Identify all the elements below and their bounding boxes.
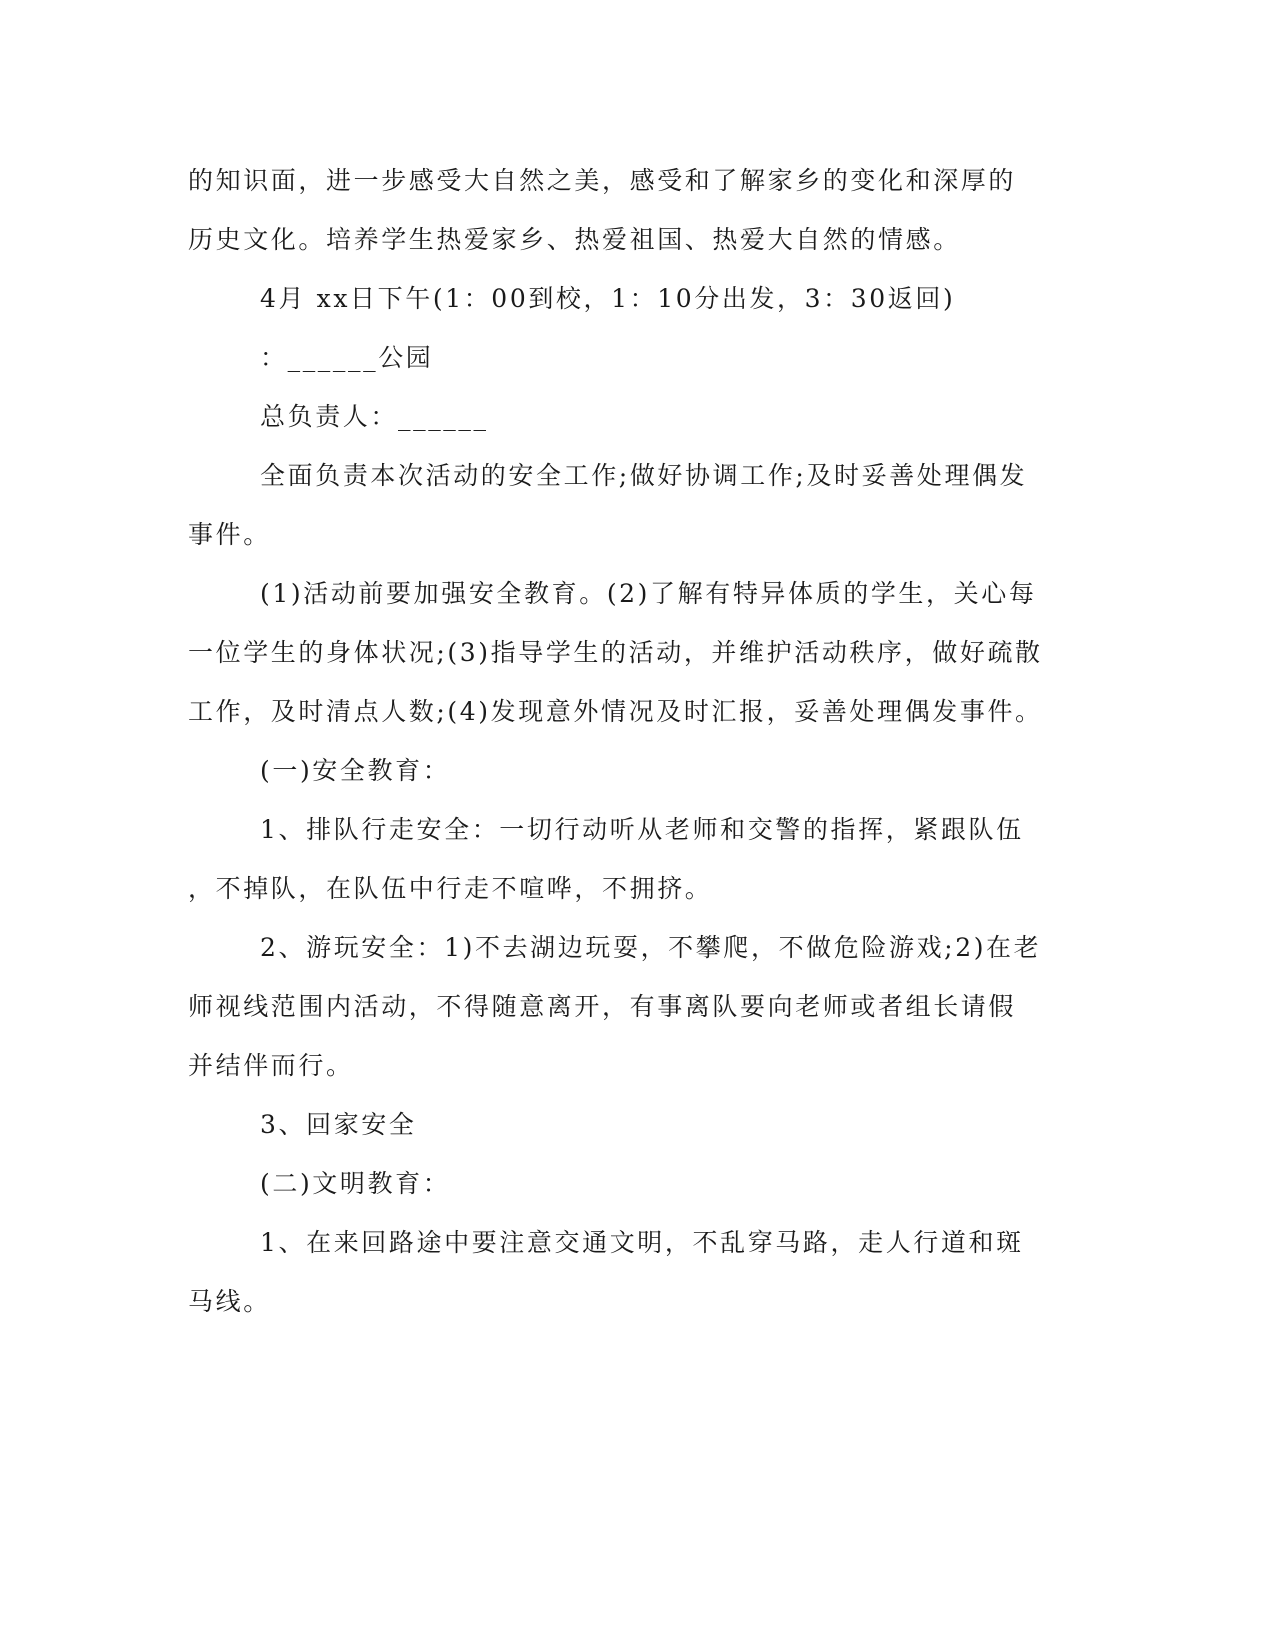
text-line: 历史文化。培养学生热爱家乡、热爱祖国、热爱大自然的情感。: [188, 225, 961, 254]
text-line: 2、游玩安全：1)不去湖边玩耍，不攀爬，不做危险游戏;2)在老: [260, 933, 1042, 962]
text-line: 师视线范围内活动，不得随意离开，有事离队要向老师或者组长请假: [188, 992, 1017, 1021]
text-line: 1、排队行走安全：一切行动听从老师和交警的指挥，紧跟队伍: [260, 815, 1024, 844]
text-line: (1)活动前要加强安全教育。(2)了解有特异体质的学生，关心每: [260, 579, 1037, 608]
text-line: 工作，及时清点人数;(4)发现意外情况及时汇报，妥善处理偶发事件。: [188, 697, 1043, 726]
text-line: 事件。: [188, 520, 271, 549]
text-line: 3、回家安全: [260, 1110, 417, 1139]
text-line: 的知识面，进一步感受大自然之美，感受和了解家乡的变化和深厚的: [188, 166, 1017, 195]
text-line: ，不掉队，在队伍中行走不喧哗，不拥挤。: [188, 874, 713, 903]
text-line: (一)安全教育：: [260, 756, 451, 785]
text-line: 马线。: [188, 1287, 271, 1316]
text-line: (二)文明教育：: [260, 1169, 451, 1198]
text-line: ：______公园: [260, 343, 434, 372]
text-line: 4月 xx日下午(1：00到校，1：10分出发，3：30返回): [260, 284, 956, 313]
text-line: 并结伴而行。: [188, 1051, 354, 1080]
text-line: 1、在来回路途中要注意交通文明，不乱穿马路，走人行道和斑: [260, 1228, 1024, 1257]
text-line: 全面负责本次活动的安全工作;做好协调工作;及时妥善处理偶发: [260, 461, 1028, 490]
text-line: 一位学生的身体状况;(3)指导学生的活动，并维护活动秩序，做好疏散: [188, 638, 1043, 667]
text-line: 总负责人：______: [260, 402, 489, 431]
